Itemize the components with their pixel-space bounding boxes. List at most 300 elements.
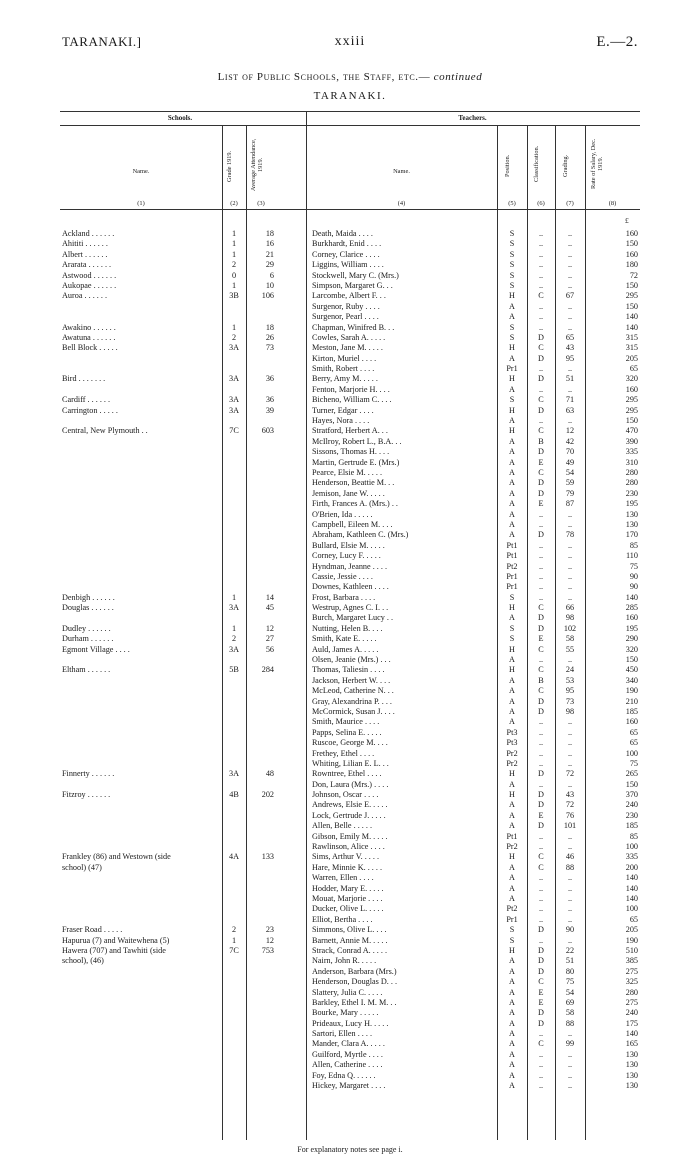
table-row xyxy=(60,603,640,613)
teacher-grading: .. xyxy=(567,883,573,893)
teacher-grading: .. xyxy=(567,249,573,259)
teacher-classification: D xyxy=(538,1018,544,1028)
table-row xyxy=(60,1029,640,1039)
teacher-name: Lock, Gertrude J. . . . . xyxy=(312,810,386,820)
average-attendance: 12 xyxy=(265,623,274,633)
table-row xyxy=(60,655,640,665)
table-row xyxy=(60,956,640,966)
teacher-name: Corney, Lucy F. . . . . xyxy=(312,551,381,561)
average-attendance: 10 xyxy=(265,280,274,290)
school-name: Eltham . . . . . . xyxy=(62,665,111,675)
table-row xyxy=(60,510,640,520)
table-row xyxy=(60,707,640,717)
teacher-classification: D xyxy=(538,769,544,779)
teacher-grading: 98 xyxy=(565,706,575,716)
salary-rate: 280 xyxy=(625,987,638,997)
salary-rate: 170 xyxy=(625,530,638,540)
school-grade: 3A xyxy=(228,374,239,384)
teacher-name: Foy, Edna Q. . . . . . xyxy=(312,1070,376,1080)
teacher-grading: .. xyxy=(567,540,573,550)
teacher-grading: 70 xyxy=(565,447,575,457)
teacher-position: S xyxy=(509,280,515,290)
teacher-grading: .. xyxy=(567,592,573,602)
teacher-grading: .. xyxy=(567,301,573,311)
teacher-classification: .. xyxy=(538,1070,544,1080)
teacher-grading: 63 xyxy=(565,405,575,415)
col-header-teacher-name: Name. xyxy=(393,168,410,175)
teacher-name: Don, Laura (Mrs.) . . . . xyxy=(312,779,389,789)
table-row xyxy=(60,572,640,582)
teacher-classification: C xyxy=(538,343,544,353)
teacher-name: Sims, Arthur V. . . . . xyxy=(312,852,380,862)
salary-rate: 165 xyxy=(625,1039,638,1049)
teacher-grading: .. xyxy=(567,312,573,322)
district-subtitle: TARANAKI. xyxy=(313,90,387,102)
teacher-grading: .. xyxy=(567,873,573,883)
teacher-classification: .. xyxy=(538,416,544,426)
teacher-grading: 87 xyxy=(565,499,575,509)
teacher-position: S xyxy=(509,260,515,270)
teacher-name: Whiting, Lilian E. L. . . xyxy=(312,758,389,768)
salary-rate: 280 xyxy=(625,467,638,477)
salary-rate: 200 xyxy=(625,862,638,872)
teacher-classification: .. xyxy=(538,280,544,290)
teacher-position: S xyxy=(509,623,515,633)
teacher-grading: .. xyxy=(567,582,573,592)
teacher-grading: 78 xyxy=(565,530,575,540)
salary-rate: 85 xyxy=(629,831,638,841)
teacher-classification: .. xyxy=(538,229,544,238)
table-row xyxy=(60,821,640,831)
table-row xyxy=(60,364,640,374)
salary-rate: 470 xyxy=(625,426,638,436)
table-row xyxy=(60,312,640,322)
average-attendance: 29 xyxy=(265,260,274,270)
salary-rate: 210 xyxy=(625,696,638,706)
teacher-classification: .. xyxy=(538,831,544,841)
teacher-classification: .. xyxy=(538,312,544,322)
teacher-name: Martin, Gertrude E. (Mrs.) xyxy=(312,457,400,467)
teacher-classification: D xyxy=(538,488,544,498)
page-title-main: List of Public Schools, the Staff, etc.— xyxy=(217,71,431,83)
teacher-position: H xyxy=(509,665,515,675)
teacher-position: A xyxy=(509,800,515,810)
teacher-name: Burch, Margaret Lucy . . xyxy=(312,613,394,623)
teacher-position: S xyxy=(509,332,515,342)
average-attendance: 106 xyxy=(261,291,274,301)
teacher-position: H xyxy=(509,603,515,613)
average-attendance: 16 xyxy=(265,239,274,249)
salary-rate: 315 xyxy=(625,343,638,353)
salary-rate: 510 xyxy=(625,945,638,955)
salary-rate: 140 xyxy=(625,883,638,893)
teacher-name: Slattery, Julia C. . . . . xyxy=(312,987,383,997)
salary-rate: 190 xyxy=(625,935,638,945)
teacher-classification: .. xyxy=(538,1081,544,1091)
salary-rate: 140 xyxy=(625,312,638,322)
teacher-position: A xyxy=(509,717,515,727)
table-body xyxy=(60,229,640,1091)
salary-rate: 100 xyxy=(625,748,638,758)
average-attendance: 284 xyxy=(261,665,274,675)
teacher-grading: .. xyxy=(567,655,573,665)
teacher-classification: C xyxy=(538,291,544,301)
teacher-position: A xyxy=(509,821,515,831)
teacher-classification: D xyxy=(538,332,544,342)
school-grade: 3A xyxy=(228,769,239,779)
school-name: Auroa . . . . . . xyxy=(62,291,108,301)
table-row xyxy=(60,946,640,956)
teacher-name: Sissons, Thomas H. . . . xyxy=(312,447,390,457)
salary-rate: 195 xyxy=(625,623,638,633)
table-row xyxy=(60,1060,640,1070)
teacher-grading: .. xyxy=(567,561,573,571)
teacher-grading: 46 xyxy=(565,852,575,862)
teacher-position: H xyxy=(509,644,515,654)
teacher-position: A xyxy=(509,779,515,789)
salary-rate: 160 xyxy=(625,229,638,238)
teacher-grading: 65 xyxy=(565,332,575,342)
school-grade: 1 xyxy=(231,280,237,290)
teacher-grading: .. xyxy=(567,1049,573,1059)
school-name: Bell Block . . . . . xyxy=(62,343,118,353)
teacher-grading: .. xyxy=(567,935,573,945)
average-attendance: 753 xyxy=(261,945,274,955)
teacher-grading: 71 xyxy=(565,395,575,405)
teacher-grading: .. xyxy=(567,894,573,903)
teacher-name: Mander, Clara A. . . . . xyxy=(312,1039,385,1049)
teacher-name: Surgenor, Ruby . . . . xyxy=(312,301,380,311)
teacher-position: S xyxy=(509,322,515,332)
teacher-position: H xyxy=(509,945,515,955)
table-row xyxy=(60,967,640,977)
teacher-classification: C xyxy=(538,862,544,872)
teacher-grading: .. xyxy=(567,239,573,249)
teacher-name: Pearce, Elsie M. . . . . xyxy=(312,467,383,477)
table-row xyxy=(60,749,640,759)
teacher-name: Stockwell, Mary C. (Mrs.) xyxy=(312,270,399,280)
teacher-name: Frethey, Ethel . . . . xyxy=(312,748,375,758)
salary-rate: 320 xyxy=(625,644,638,654)
school-name: Fraser Road . . . . . xyxy=(62,925,123,935)
table-row xyxy=(60,562,640,572)
teacher-classification: .. xyxy=(538,592,544,602)
salary-rate: 130 xyxy=(625,1070,638,1080)
teacher-position: Pr2 xyxy=(506,842,518,852)
table-row xyxy=(60,884,640,894)
school-name: Dudley . . . . . . xyxy=(62,623,111,633)
teacher-name: McCormick, Susan J. . . . xyxy=(312,706,395,716)
teacher-grading: .. xyxy=(567,1081,573,1091)
teacher-classification: .. xyxy=(538,571,544,581)
teacher-name: Berry, Amy M. . . . . xyxy=(312,374,378,384)
teacher-position: A xyxy=(509,384,515,394)
teacher-classification: D xyxy=(538,623,544,633)
table-row xyxy=(60,925,640,935)
teacher-classification: C xyxy=(538,426,544,436)
teacher-name: Frost, Barbara . . . . xyxy=(312,592,376,602)
teacher-name: Corney, Clarice . . . . xyxy=(312,249,380,259)
school-name: Hawera (707) and Tawhiti (side xyxy=(62,945,166,955)
salary-rate: 230 xyxy=(625,488,638,498)
teacher-name: Bullard, Elsie M. . . . . xyxy=(312,540,385,550)
teacher-position: A xyxy=(509,894,515,903)
average-attendance: 603 xyxy=(261,426,274,436)
teacher-position: S xyxy=(509,249,515,259)
salary-rate: 150 xyxy=(625,416,638,426)
teacher-name: Nutting, Helen B. . . . xyxy=(312,623,383,633)
teacher-grading: 54 xyxy=(565,467,575,477)
teacher-position: S xyxy=(509,239,515,249)
salary-rate: 65 xyxy=(629,738,638,748)
col-header-salary: Rate of Salary, Dec. 1919. xyxy=(590,138,604,190)
salary-rate: 90 xyxy=(629,571,638,581)
teacher-position: H xyxy=(509,374,515,384)
teacher-position: A xyxy=(509,1081,515,1091)
table-row xyxy=(60,1050,640,1060)
salary-rate: 385 xyxy=(625,956,638,966)
teacher-position: A xyxy=(509,1039,515,1049)
teacher-name: Larcombe, Albert F. . . xyxy=(312,291,386,301)
teacher-classification: .. xyxy=(538,519,544,529)
teacher-position: S xyxy=(509,634,515,644)
salary-rate: 240 xyxy=(625,1008,638,1018)
teacher-name: Cowles, Sarah A. . . . . xyxy=(312,332,386,342)
salary-rate: 140 xyxy=(625,322,638,332)
teacher-position: A xyxy=(509,655,515,665)
teacher-classification: E xyxy=(538,810,544,820)
salary-rate: 290 xyxy=(625,634,638,644)
school-grade: 3A xyxy=(228,395,239,405)
salary-rate: 130 xyxy=(625,1060,638,1070)
teacher-classification: .. xyxy=(538,1060,544,1070)
teacher-classification: D xyxy=(538,966,544,976)
school-name: Frankley (86) and Westown (side xyxy=(62,852,171,862)
salary-rate: 150 xyxy=(625,280,638,290)
group-header-teachers: Teachers. xyxy=(458,114,487,122)
teacher-classification: .. xyxy=(538,1029,544,1039)
table-row xyxy=(60,998,640,1008)
table-row xyxy=(60,676,640,686)
average-attendance: 36 xyxy=(265,395,274,405)
salary-rate: 175 xyxy=(625,1018,638,1028)
teacher-position: S xyxy=(509,925,515,935)
teacher-classification: D xyxy=(538,405,544,415)
document-code: E.—2. xyxy=(596,34,638,50)
table-row xyxy=(60,458,640,468)
salary-rate: 295 xyxy=(625,395,638,405)
teacher-classification: D xyxy=(538,613,544,623)
school-name: Bird . . . . . . . xyxy=(62,374,106,384)
col-number-3: (3) xyxy=(257,200,265,207)
table-row xyxy=(60,385,640,395)
teacher-classification: D xyxy=(538,447,544,457)
footnote: For explanatory notes see page i. xyxy=(297,1145,403,1154)
teacher-name: Downes, Kathleen . . . . xyxy=(312,582,389,592)
table-row xyxy=(60,790,640,800)
teacher-position: A xyxy=(509,499,515,509)
teacher-name: Prideaux, Lucy H. . . . . xyxy=(312,1018,389,1028)
salary-rate: 100 xyxy=(625,904,638,914)
average-attendance: 73 xyxy=(265,343,274,353)
teacher-position: S xyxy=(509,592,515,602)
salary-rate: 150 xyxy=(625,239,638,249)
teacher-grading: .. xyxy=(567,571,573,581)
table-row xyxy=(60,426,640,436)
teacher-position: A xyxy=(509,883,515,893)
teacher-classification: D xyxy=(538,790,544,800)
teacher-name: Guilford, Myrtle . . . . xyxy=(312,1049,383,1059)
teacher-classification: .. xyxy=(538,561,544,571)
salary-rate: 185 xyxy=(625,821,638,831)
table-row xyxy=(60,354,640,364)
teacher-grading: 58 xyxy=(565,634,575,644)
table-row xyxy=(60,291,640,301)
teacher-position: A xyxy=(509,436,515,446)
table-row xyxy=(60,717,640,727)
teacher-name: Hare, Minnie K. . . . . xyxy=(312,862,383,872)
teacher-name: Simpson, Margaret G. . . xyxy=(312,280,393,290)
table-row xyxy=(60,406,640,416)
table-row xyxy=(60,374,640,384)
teacher-name: Surgenor, Pearl . . . . xyxy=(312,312,379,322)
teacher-position: Pt3 xyxy=(506,738,518,748)
teacher-classification: C xyxy=(538,686,544,696)
teacher-name: Simmons, Olive L. . . . xyxy=(312,925,387,935)
teacher-name: Olsen, Jeanie (Mrs.) . . . xyxy=(312,655,391,665)
teacher-grading: 51 xyxy=(565,374,575,384)
teacher-position: A xyxy=(509,706,515,716)
teacher-position: Pr1 xyxy=(506,582,518,592)
teacher-name: Andrews, Elsie E. . . . . xyxy=(312,800,388,810)
teacher-name: Smith, Robert . . . . xyxy=(312,364,375,374)
teacher-grading: .. xyxy=(567,831,573,841)
teacher-position: A xyxy=(509,696,515,706)
teacher-classification: D xyxy=(538,945,544,955)
col-header-grading: Grading. xyxy=(562,154,569,178)
table-row xyxy=(60,437,640,447)
currency-symbol: £ xyxy=(625,216,629,225)
teacher-name: Auld, James A. . . . . xyxy=(312,644,379,654)
teacher-position: H xyxy=(509,769,515,779)
teacher-name: Elliot, Bertha . . . . xyxy=(312,914,373,924)
teacher-position: H xyxy=(509,790,515,800)
teacher-grading: 66 xyxy=(565,603,575,613)
page-number: xxiii xyxy=(334,34,366,49)
teacher-name: Warren, Ellen . . . . xyxy=(312,873,374,883)
table-row xyxy=(60,582,640,592)
table-row xyxy=(60,323,640,333)
school-grade: 3B xyxy=(229,291,239,301)
school-grade: 2 xyxy=(231,260,237,270)
table-row xyxy=(60,260,640,270)
table-row xyxy=(60,468,640,478)
teacher-position: A xyxy=(509,977,515,987)
teacher-position: Pt1 xyxy=(506,831,518,841)
teacher-name: Strack, Conrad A. . . . . xyxy=(312,945,388,955)
teacher-name: Henderson, Douglas D. . . xyxy=(312,977,398,987)
page-title-continued: continued xyxy=(433,71,483,83)
teacher-position: S xyxy=(509,229,515,238)
school-grade: 4A xyxy=(228,852,239,862)
salary-rate: 280 xyxy=(625,478,638,488)
teacher-name: Ducker, Olive L. . . . . xyxy=(312,904,384,914)
salary-rate: 205 xyxy=(625,925,638,935)
school-grade: 5B xyxy=(229,665,239,675)
teacher-grading: 42 xyxy=(565,436,575,446)
salary-rate: 265 xyxy=(625,769,638,779)
teacher-classification: .. xyxy=(538,904,544,914)
teacher-name: Hickey, Margaret . . . . xyxy=(312,1081,386,1091)
teacher-grading: .. xyxy=(567,914,573,924)
col-number-5: (5) xyxy=(508,200,516,207)
salary-rate: 150 xyxy=(625,655,638,665)
teacher-name: Jemison, Jane W. . . . . xyxy=(312,488,385,498)
salary-rate: 110 xyxy=(626,551,638,561)
teacher-grading: 88 xyxy=(565,1018,575,1028)
school-name: Durham . . . . . . xyxy=(62,634,114,644)
teacher-position: A xyxy=(509,997,515,1007)
teacher-grading: 12 xyxy=(565,426,575,436)
teacher-position: S xyxy=(509,270,515,280)
teacher-classification: C xyxy=(538,852,544,862)
teacher-grading: 98 xyxy=(565,613,575,623)
teacher-grading: 72 xyxy=(565,769,575,779)
table-row xyxy=(60,530,640,540)
teacher-classification: .. xyxy=(538,1049,544,1059)
col-header-position: Position. xyxy=(504,154,511,178)
teacher-classification: D xyxy=(538,1008,544,1018)
teacher-position: Pr1 xyxy=(506,571,518,581)
teacher-grading: 90 xyxy=(565,925,575,935)
teacher-grading: .. xyxy=(567,384,573,394)
table-row xyxy=(60,904,640,914)
teacher-name: Henderson, Beattie M. . . xyxy=(312,478,395,488)
teacher-classification: .. xyxy=(538,894,544,903)
table-row xyxy=(60,873,640,883)
teacher-position: H xyxy=(509,343,515,353)
school-grade: 1 xyxy=(231,229,237,238)
table-row xyxy=(60,738,640,748)
teacher-grading: .. xyxy=(567,322,573,332)
teacher-grading: .. xyxy=(567,904,573,914)
teacher-name: Gray, Alexandrina P. . . . xyxy=(312,696,392,706)
teacher-name: Anderson, Barbara (Mrs.) xyxy=(312,966,397,976)
page-title xyxy=(0,71,700,83)
salary-rate: 150 xyxy=(625,301,638,311)
table-row xyxy=(60,863,640,873)
teacher-name: Smith, Maurice . . . . xyxy=(312,717,380,727)
school-grade: 4B xyxy=(229,790,239,800)
teacher-position: A xyxy=(509,966,515,976)
teacher-grading: 75 xyxy=(565,977,575,987)
teacher-grading: .. xyxy=(567,519,573,529)
school-name: Astwood . . . . . . xyxy=(62,270,117,280)
teacher-position: Pt2 xyxy=(506,561,518,571)
teacher-name: Bicheno, William C. . . . xyxy=(312,395,392,405)
salary-rate: 370 xyxy=(625,790,638,800)
teacher-position: A xyxy=(509,467,515,477)
school-name: Ararata . . . . . . xyxy=(62,260,112,270)
teacher-grading: 54 xyxy=(565,987,575,997)
col-header-grade: Grade 1919. xyxy=(226,150,233,182)
teacher-classification: E xyxy=(538,997,544,1007)
teacher-name: Westrup, Agnes C. I. . . xyxy=(312,603,389,613)
teacher-classification: B xyxy=(538,436,544,446)
teacher-name: Barkley, Ethel I. M. M. . . xyxy=(312,997,397,1007)
teacher-classification: D xyxy=(538,925,544,935)
header-left: TARANAKI.] xyxy=(62,34,142,49)
